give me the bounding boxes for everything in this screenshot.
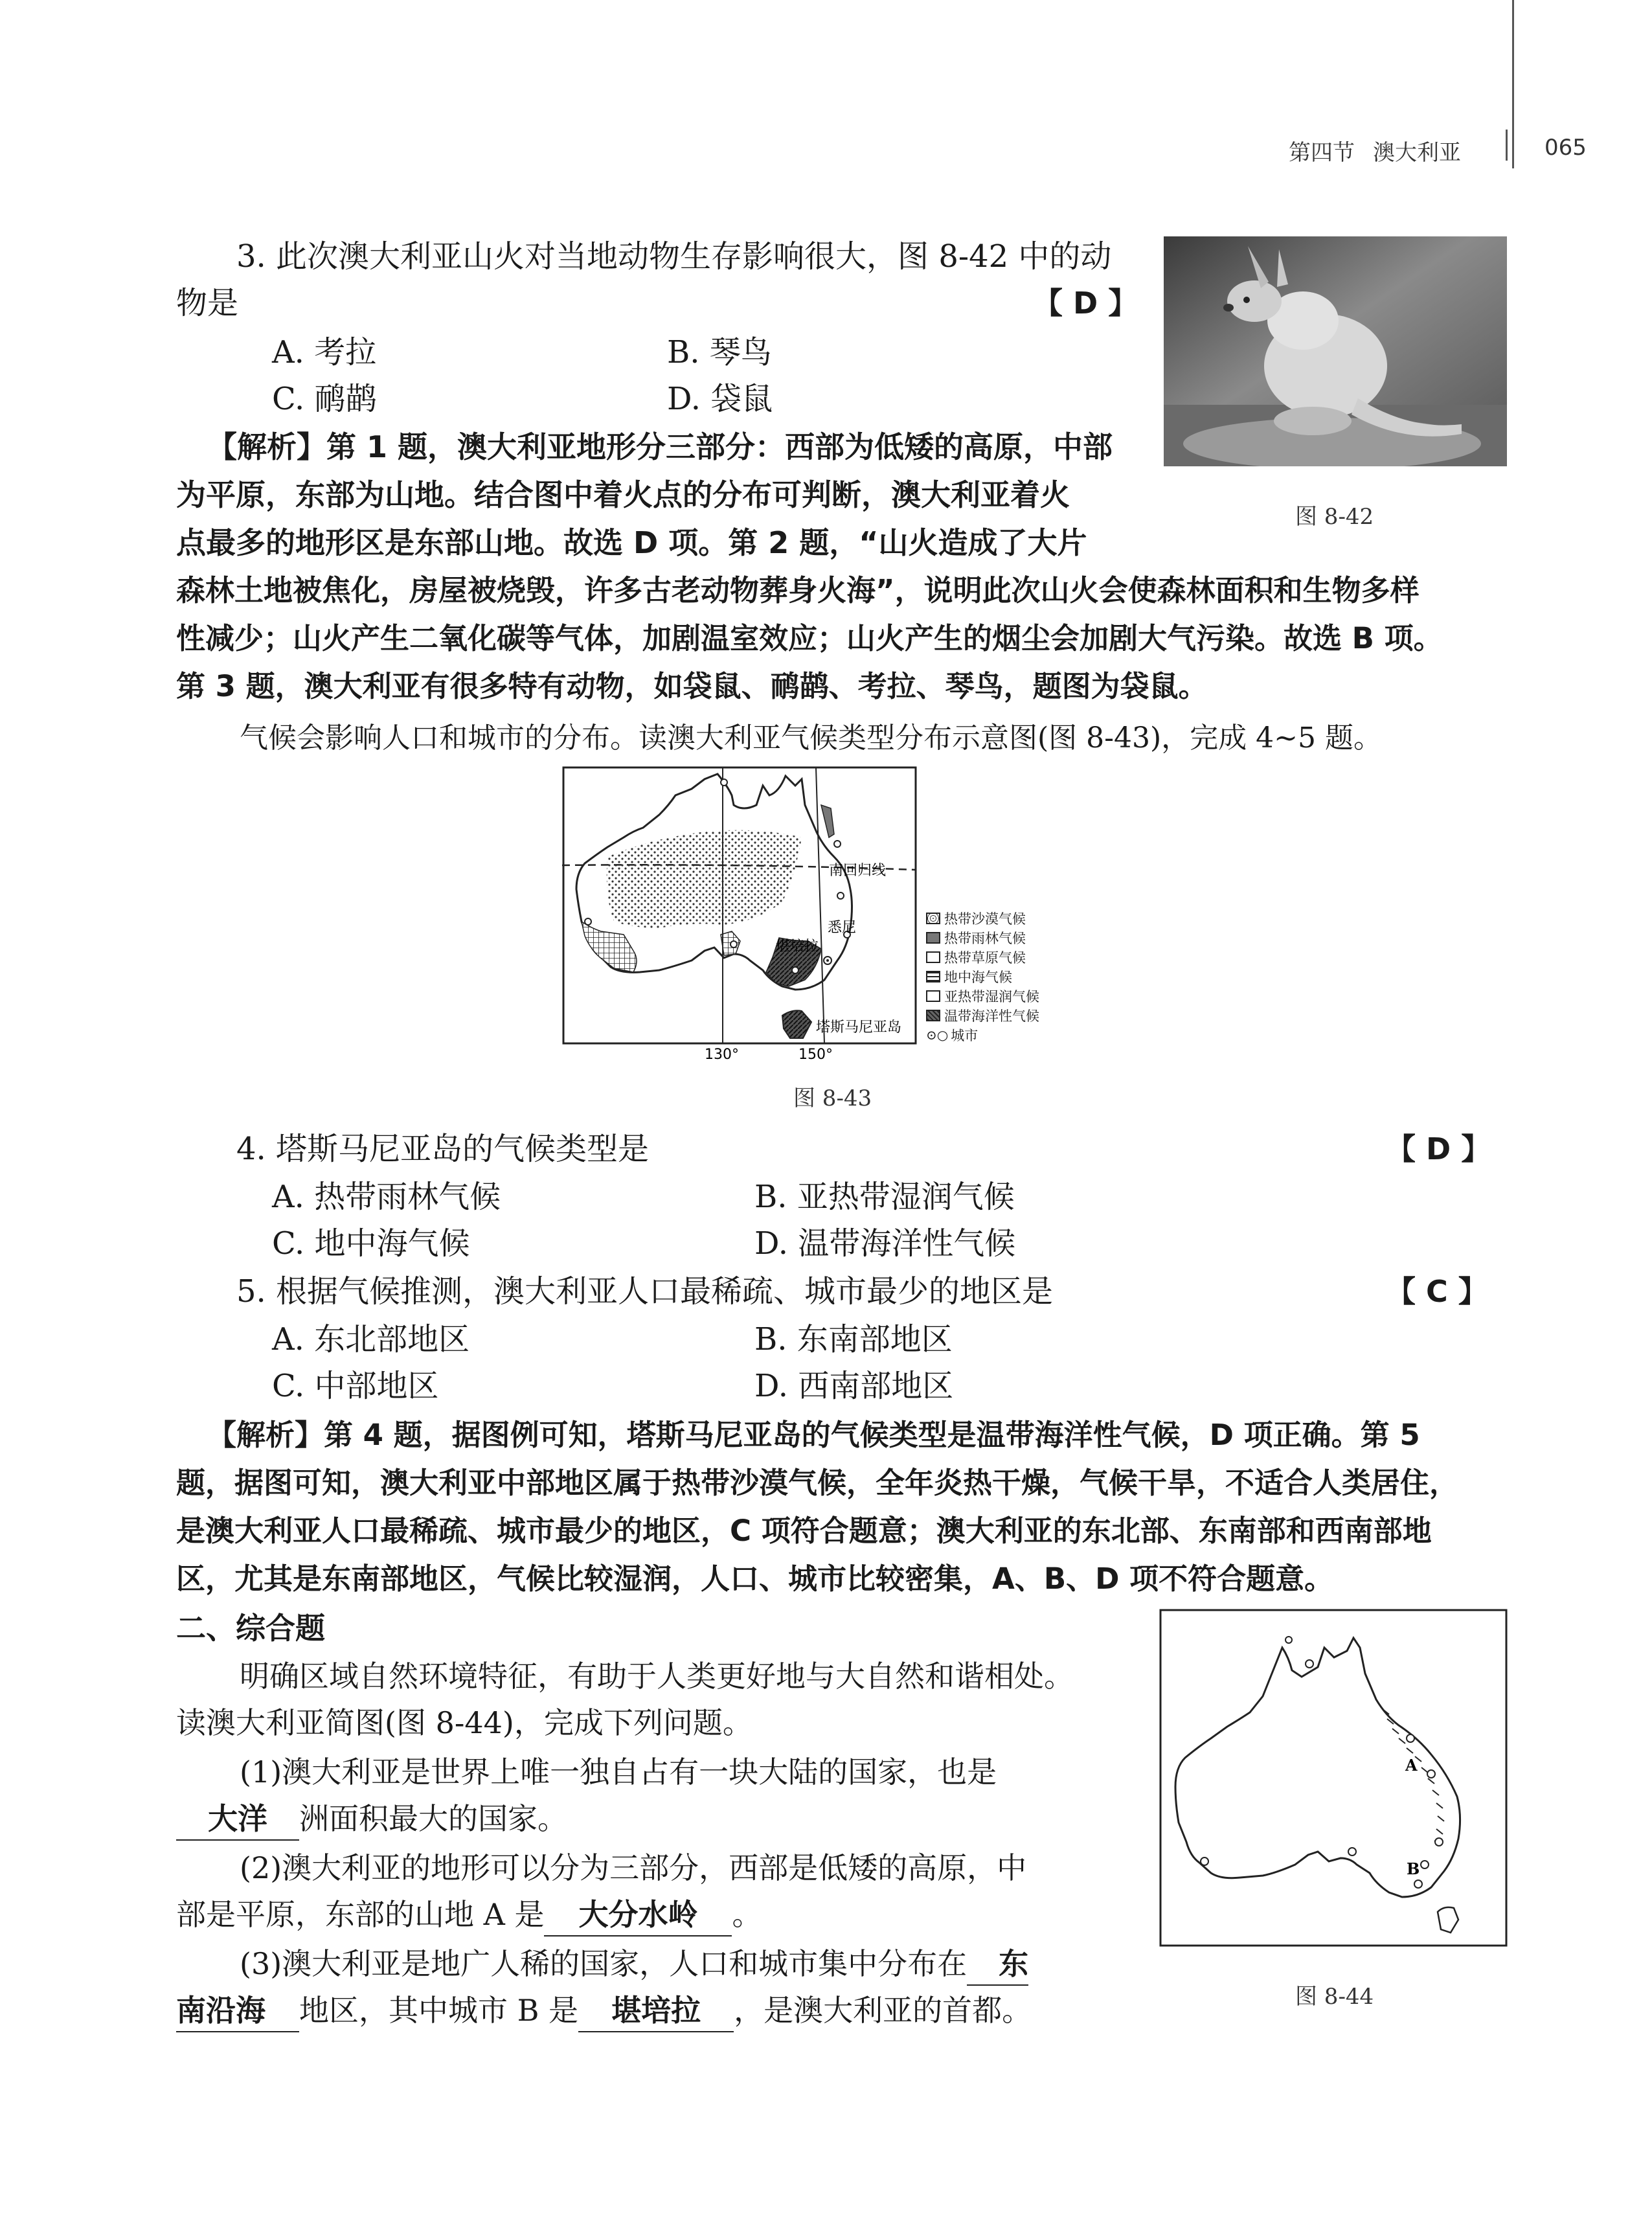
part2-q2-head: 部是平原，东部的山地 A 是 [176, 1897, 545, 1932]
part2-intro-line1: 明确区域自然环境特征，有助于人类更好地与大自然和谐相处。 [240, 1659, 1074, 1694]
part2-heading: 二、综合题 [176, 1611, 325, 1646]
q3-option-b: B. 琴鸟 [667, 334, 772, 370]
q3-option-a: A. 考拉 [272, 334, 377, 370]
header-divider [1506, 130, 1508, 161]
part2-q2-line2 [176, 1891, 762, 1938]
legend-temperate-oceanic: 温带海洋性气候 [926, 1006, 1078, 1025]
q4-option-c: C. 地中海气候 [272, 1225, 470, 1262]
analysis2-line2: 题，据图可知，澳大利亚中部地区属于热带沙漠气候，全年炎热干燥，气候干旱，不适合人类居住， [176, 1466, 1459, 1500]
label-lon150: 150° [798, 1047, 833, 1063]
label-canberra: 堪培拉 [776, 938, 819, 955]
analysis1-line3: 点最多的地形区是东部山地。故选 D 项。第 2 题，“山火造成了大片 [176, 525, 1087, 560]
analysis1-line2: 为平原，东部为山地。结合图中着火点的分布可判断，澳大利亚着火 [176, 477, 1070, 512]
label-sydney: 悉尼 [828, 920, 857, 936]
analysis2-line4: 区，尤其是东南部地区，气候比较湿润，人口、城市比较密集，A、B、D 项不符合题意。 [176, 1562, 1334, 1596]
header-title: 澳大利亚 [1373, 140, 1461, 166]
analysis1-line4: 森林土地被焦化，房屋被烧毁，许多古老动物葬身火海”，说明此次山火会使森林面积和生物多样 [176, 573, 1420, 608]
part2-intro-line2: 读澳大利亚简图(图 8-44)，完成下列问题。 [176, 1705, 752, 1740]
q5-option-c: C. 中部地区 [272, 1368, 439, 1404]
header-section: 第四节 [1289, 140, 1355, 166]
answer-blank-q3-part1: 东 [967, 1943, 1028, 1986]
legend-mediterranean: 地中海气候 [926, 967, 1078, 986]
figure-8-43-map [562, 766, 1080, 1064]
legend-tropical-savanna: 热带草原气候 [926, 948, 1078, 967]
q5-option-b: B. 东南部地区 [754, 1321, 953, 1357]
part2-q3-mid: 地区，其中城市 B 是 [299, 1993, 579, 2028]
legend-tropical-desert: 热带沙漠气候 [926, 909, 1078, 928]
figure-8-43-caption: 图 8-43 [793, 1085, 872, 1111]
analysis2-line3: 是澳大利亚人口最稀疏、城市最少的地区，C 项符合题意；澳大利亚的东北部、东南部和西南部地 [176, 1514, 1432, 1548]
label-tropic: 南回归线 [829, 863, 887, 879]
q5-option-a: A. 东北部地区 [272, 1321, 470, 1357]
city-b-canberra [1421, 1861, 1429, 1868]
q4-option-b: B. 亚热带湿润气候 [754, 1179, 1015, 1215]
analysis1-line5: 性减少；山火产生二氧化碳等气体，加剧温室效应；山火产生的烟尘会加剧大气污染。故选 B 项。 [176, 621, 1443, 655]
part2-q2-line1: (2)澳大利亚的地形可以分为三部分，西部是低矮的高原，中 [240, 1850, 1027, 1885]
part2-q3-tail: ，是澳大利亚的首都。 [734, 1993, 1032, 2028]
part2-q1-line2 [176, 1795, 567, 1842]
label-tasmania: 塔斯马尼亚岛 [816, 1019, 902, 1036]
figure-8-43-legend [926, 909, 1078, 1045]
part2-q1-line1: (1)澳大利亚是世界上唯一独自占有一块大陆的国家，也是 [240, 1755, 997, 1789]
label-lon130: 130° [705, 1047, 739, 1063]
figure-8-44-caption: 图 8-44 [1295, 1984, 1374, 2010]
q3-answer: 【 D 】 [1033, 286, 1138, 321]
answer-blank-q3-part2: 南沿海 [176, 1990, 299, 2032]
legend-tropical-rainforest: 热带雨林气候 [926, 928, 1078, 948]
legend-subtropical-humid: 亚热带湿润气候 [926, 986, 1078, 1006]
header-rule-vertical [1512, 0, 1514, 168]
label-b: B [1407, 1859, 1420, 1878]
analysis1-line1: 【解析】第 1 题，澳大利亚地形分三部分：西部为低矮的高原，中部 [207, 429, 1113, 464]
figure-8-42-caption: 图 8-42 [1295, 504, 1374, 530]
page-header [0, 0, 1652, 168]
q5-stem: 5. 根据气候推测，澳大利亚人口最稀疏、城市最少的地区是 [236, 1273, 1054, 1310]
intro-questions-4-5: 气候会影响人口和城市的分布。读澳大利亚气候类型分布示意图(图 8-43)，完成 4~5 题。 [240, 721, 1382, 755]
page-number: 065 [1545, 135, 1587, 161]
figure-8-44-map [1159, 1609, 1508, 1947]
analysis1-line6: 第 3 题，澳大利亚有很多特有动物，如袋鼠、鸸鹋、考拉、琴鸟，题图为袋鼠。 [176, 669, 1208, 703]
part2-q3-line1 [240, 1940, 1028, 1987]
answer-blank-q3-city: 堪培拉 [578, 1990, 734, 2032]
part2-q1-tail: 洲面积最大的国家。 [299, 1801, 567, 1836]
q3-stem-line2: 物是 [176, 285, 239, 321]
part2-q3-head: (3)澳大利亚是地广人稀的国家，人口和城市集中分布在 [240, 1946, 967, 1981]
legend-city: ⊙○ 城市 [926, 1027, 979, 1043]
answer-blank-q2: 大分水岭 [544, 1894, 732, 1936]
q4-option-d: D. 温带海洋性气候 [754, 1225, 1016, 1262]
part2-q3-line2 [176, 1987, 1032, 2034]
answer-blank-q1: 大洋 [176, 1798, 299, 1841]
q3-option-d: D. 袋鼠 [667, 381, 773, 417]
q4-option-a: A. 热带雨林气候 [272, 1179, 501, 1215]
label-a: A [1405, 1756, 1418, 1775]
analysis2-line1: 【解析】第 4 题，据图例可知，塔斯马尼亚岛的气候类型是温带海洋性气候，D 项正确。第 5 [207, 1418, 1420, 1452]
q4-stem: 4. 塔斯马尼亚岛的气候类型是 [236, 1131, 650, 1167]
part2-q2-tail: 。 [732, 1897, 762, 1932]
q3-stem-line1: 3. 此次澳大利亚山火对当地动物生存影响很大，图 8-42 中的动 [236, 238, 1112, 275]
q5-option-d: D. 西南部地区 [754, 1368, 954, 1404]
q4-answer: 【 D 】 [1386, 1131, 1491, 1166]
q5-answer: 【 C 】 [1386, 1274, 1488, 1309]
figure-8-42-photo [1164, 236, 1507, 466]
q3-option-c: C. 鸸鹋 [272, 381, 377, 417]
city-a-area [1407, 1734, 1414, 1742]
